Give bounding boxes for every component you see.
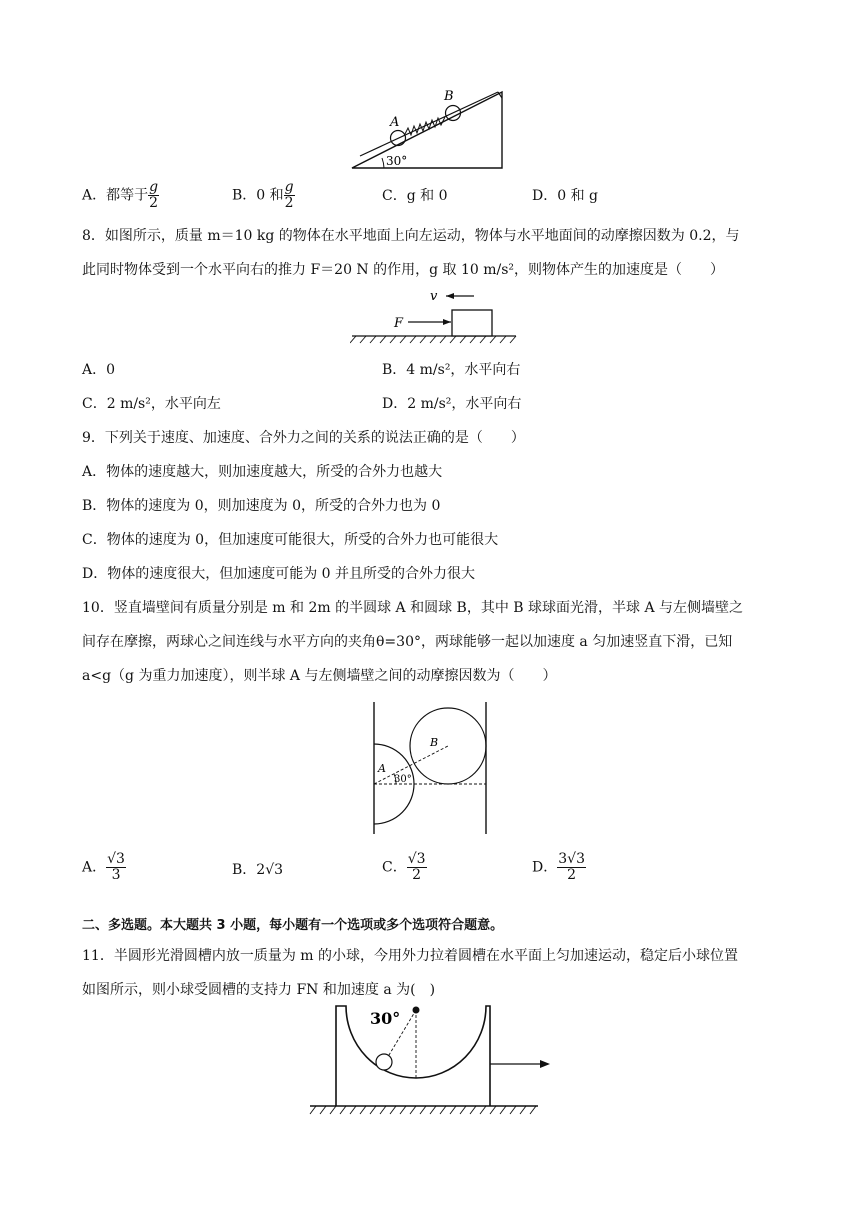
semicircle-groove-figure <box>306 1002 556 1126</box>
label-f: F <box>394 316 404 331</box>
q11-stem-line2: 如图所示，则小球受圆槽的支持力 FN 和加速度 a 为( ) <box>82 982 436 998</box>
label-a: A <box>390 115 400 130</box>
label-b: B <box>430 736 439 749</box>
section-heading: 二、多选题。本大题共 3 小题，每小题有一个选项或多个选项符合题意。 <box>82 918 504 933</box>
label-b: B <box>444 89 454 104</box>
q10-option-c[interactable]: C． $\frac{√3}{2}$ <box>382 851 426 883</box>
q9-option-a[interactable]: A．物体的速度越大，则加速度越大，所受的合外力也越大 <box>82 464 443 480</box>
q10-stem-line2: 间存在摩擦，两球心之间连线与水平方向的夹角θ=30°，两球能够一起以加速度 a 匀加速竖直下滑，已知 <box>82 634 733 650</box>
incline-spring-figure <box>348 86 508 172</box>
q8-stem-line1: 8．如图所示，质量 m＝10 kg 的物体在水平地面上向左运动，物体与水平地面间的动摩擦因数为 0.2，与 <box>82 228 740 244</box>
angle-label: 30° <box>394 774 412 785</box>
q10-option-a[interactable]: A． $\frac{√3}{3}$ <box>82 851 125 883</box>
q8-option-c[interactable]: C．2 m/s²，水平向左 <box>82 396 221 412</box>
q9-option-d[interactable]: D．物体的速度很大，但加速度可能为 0 并且所受的合外力很大 <box>82 566 476 582</box>
q7-option-a[interactable]: A．都等于 $\frac{g}{2}$ <box>82 179 159 211</box>
q7-option-c[interactable]: C．g 和 0 <box>382 188 448 204</box>
q8-option-b[interactable]: B．4 m/s²，水平向右 <box>382 362 521 378</box>
q7-option-d[interactable]: D．0 和 g <box>532 188 598 204</box>
label-a: A <box>378 762 386 775</box>
q11-stem-line1: 11．半圆形光滑圆槽内放一质量为 m 的小球，今用外力拉着圆槽在水平面上匀加速运动，稳定后小球位置 <box>82 948 738 964</box>
walls-spheres-figure <box>366 700 496 836</box>
q9-option-c[interactable]: C．物体的速度为 0，但加速度可能很大，所受的合外力也可能很大 <box>82 532 499 548</box>
block-force-figure <box>350 288 520 344</box>
q7-option-b[interactable]: B．0 和 $\frac{g}{2}$ <box>232 179 294 211</box>
q8-stem-line2: 此同时物体受到一个水平向右的推力 F＝20 N 的作用，g 取 10 m/s²，则物体产生的加速度是（ ） <box>82 262 725 278</box>
q10-option-b[interactable]: B．2√3 <box>232 862 284 878</box>
q9-stem: 9．下列关于速度、加速度、合外力之间的关系的说法正确的是（ ） <box>82 430 525 446</box>
label-v: v <box>430 289 438 304</box>
q8-option-d[interactable]: D．2 m/s²，水平向右 <box>382 396 522 412</box>
q9-option-b[interactable]: B．物体的速度为 0，则加速度为 0，所受的合外力也为 0 <box>82 498 441 514</box>
q10-option-d[interactable]: D． $\frac{3√3}{2}$ <box>532 851 585 883</box>
q10-stem-line1: 10．竖直墙壁间有质量分别是 m 和 2m 的半圆球 A 和圆球 B，其中 B 球球面光滑，半球 A 与左侧墙壁之 <box>82 600 744 616</box>
angle-label: 30° <box>386 154 408 168</box>
q10-stem-line3: a<g（g 为重力加速度），则半球 A 与左侧墙壁之间的动摩擦因数为（ ） <box>82 668 557 684</box>
angle-label: 30° <box>370 1009 401 1028</box>
q8-option-a[interactable]: A．0 <box>82 362 116 378</box>
